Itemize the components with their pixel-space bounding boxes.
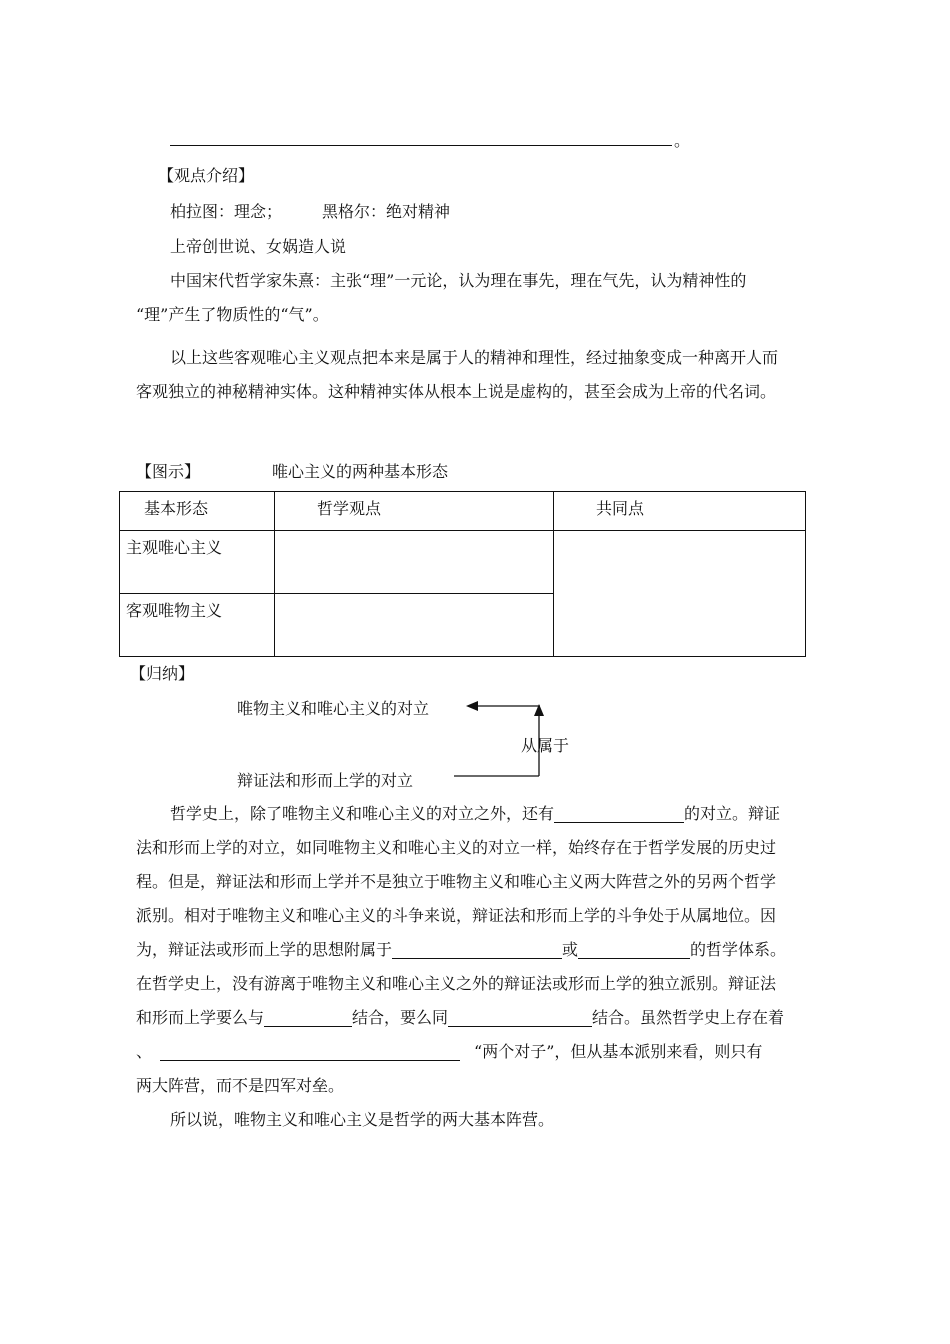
subordinate-label: 从属于 — [521, 736, 570, 755]
header-philosophy-view: 哲学观点 — [275, 492, 554, 531]
dialectics-metaphysics-label: 辩证法和形而上学的对立 — [237, 771, 414, 790]
period-mark: 。 — [674, 131, 691, 150]
blank-attached-2[interactable] — [578, 940, 690, 959]
header-common-point: 共同点 — [554, 492, 806, 531]
up-arrowhead — [534, 704, 544, 716]
diagram-heading: 【图示】 — [136, 462, 201, 481]
blank-combine-1[interactable] — [264, 1008, 352, 1027]
blank-attached-1[interactable] — [392, 940, 562, 959]
diagram-title: 唯心主义的两种基本形态 — [272, 462, 449, 481]
plato-view: 柏拉图：理念； — [170, 202, 283, 221]
creation-myths: 上帝创世说、女娲造人说 — [170, 237, 347, 256]
row-subjective-idealism: 主观唯心主义 — [120, 531, 275, 594]
materialism-idealism-label: 唯物主义和唯心主义的对立 — [237, 699, 430, 718]
body-paragraph: 哲学史上，除了唯物主义和唯心主义的对立之外，还有 的对立。辩证 法和形而上学的对立，如同唯物主义和唯心主义的对立一样，始终存在于哲学发展的历史过 程。但是，辩证法和形而上学并不是独立于唯物主义和唯心主义两大阵营之外的另两个哲学 派别。相对于唯物主义和唯心主义的斗争来说，辩证法和形而上学的斗争处于从属地位。因 为，辩证法或形而上学的思想附属于 或 的哲学体系。 在哲学史上，没有游离于唯物主义和唯心主义之外的辩证法或形而上学的独立派别。辩证法 和形而上学要么与 结合，要么同 结合。虽然哲学史上存在着 、 “两个对子”，但从基本派别来看，则只有 两大阵营，而不是四军对垒。 所以说，唯物主义和唯心主义是哲学的两大基本阵营。 — [136, 804, 787, 1129]
blank-opposition[interactable] — [554, 804, 684, 823]
cell-subjective-view[interactable] — [275, 531, 554, 594]
intro-heading: 【观点介绍】 — [158, 166, 255, 185]
idealism-forms-table — [119, 491, 806, 657]
header-basic-form: 基本形态 — [120, 492, 275, 531]
hegel-view: 黑格尔：绝对精神 — [322, 202, 451, 221]
intro-summary-paragraph: 以上这些客观唯心主义观点把本来是属于人的精神和理性，经过抽象变成一种离开人而 客观独立的神秘精神实体。这种精神实体从根本上说是虚构的，甚至会成为上帝的代名词。 — [136, 348, 779, 401]
cell-common-point[interactable] — [554, 531, 806, 657]
blank-combine-2[interactable] — [448, 1008, 592, 1027]
row-objective-materialism: 客观唯物主义 — [120, 594, 275, 657]
summary-heading: 【归纳】 — [130, 664, 195, 683]
cell-objective-view[interactable] — [275, 594, 554, 657]
blank-two-pairs[interactable] — [160, 1042, 460, 1061]
conclusion-sentence: 所以说，唯物主义和唯心主义是哲学的两大基本阵营。 — [170, 1110, 555, 1129]
zhuxi-paragraph: 中国宋代哲学家朱熹：主张“理”一元论，认为理在事先，理在气先，认为精神性的 “理”产生了物质性的“气”。 — [136, 271, 747, 324]
left-arrowhead — [466, 701, 478, 711]
answer-blank-line[interactable] — [170, 145, 672, 146]
